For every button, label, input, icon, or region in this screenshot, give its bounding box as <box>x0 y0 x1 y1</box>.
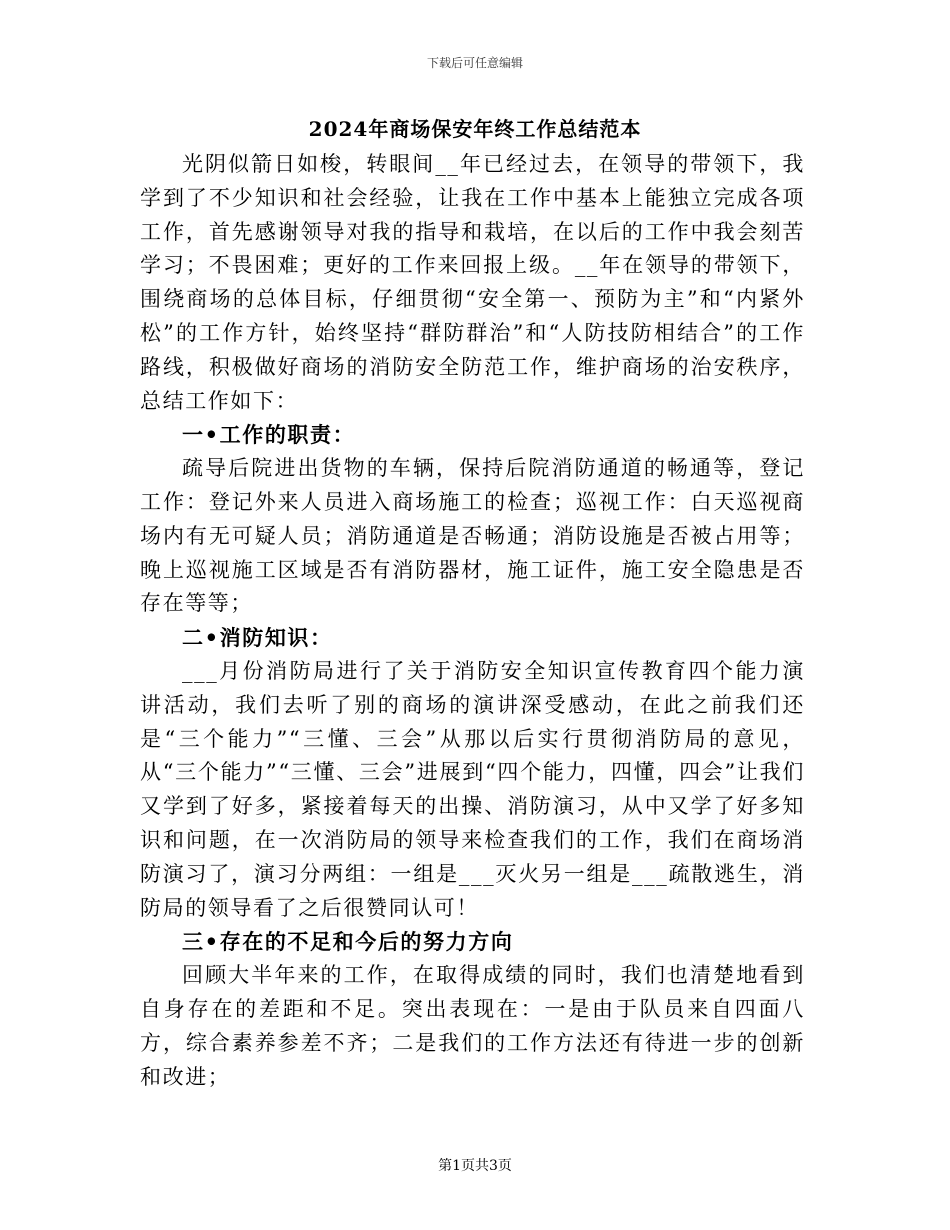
section-text-fire-knowledge: ___月份消防局进行了关于消防安全知识宣传教育四个能力演讲活动，我们去听了别的商场的演讲深受感动，在此之前我们还是“三个能力”“三懂、三会”从那以后实行贯彻消防局的意见，从“三个能力”“三懂、三会”进展到“四个能力，四懂，四会”让我们又学到了好多，紧接着每天的出操、消防演习，从中又学了好多知识和问题，在一次消防局的领导来检查我们的工作，我们在商场消防演习了，演习分两组：一组是___灭火另一组是___疏散逃生，消防局的领导看了之后很赞同认可！ <box>140 658 805 920</box>
section-heading-fire-knowledge: 二•消防知识： <box>182 625 333 651</box>
intro-paragraph: 光阴似箭日如梭，转眼间__年已经过去，在领导的带领下，我学到了不少知识和社会经验，让我在工作中基本上能独立完成各项工作，首先感谢领导对我的指导和栽培，在以后的工作中我会刻苦学习；不畏困难；更好的工作来回报上级。__年在领导的带领下，围绕商场的总体目标，仔细贯彻“安全第一、预防为主”和“内紧外松”的工作方针，始终坚持“群防群治”和“人防技防相结合”的工作路线，积极做好商场的消防安全防范工作，维护商场的治安秩序，总结工作如下： <box>140 152 805 413</box>
section-heading-shortcomings: 三•存在的不足和今后的努力方向 <box>182 929 514 955</box>
section-heading-duties: 一•工作的职责： <box>182 422 356 448</box>
header-note: 下载后可任意编辑 <box>426 56 523 70</box>
document-body <box>140 148 805 1094</box>
section-text-duties: 疏导后院进出货物的车辆，保持后院消防通道的畅通等，登记工作：登记外来人员进入商场施工的检查；巡视工作：白天巡视商场内有无可疑人员；消防通道是否畅通；消防设施是否被占用等；晚上巡视施工区域是否有消防器材，施工证件，施工安全隐患是否存在等等； <box>140 456 805 616</box>
section-text-shortcomings: 回顾大半年来的工作，在取得成绩的同时，我们也清楚地看到自身存在的差距和不足。突出表现在：一是由于队员来自四面八方，综合素养参差不齐；二是我们的工作方法还有待进一步的创新和改进； <box>140 963 805 1089</box>
page-number-footer: 第1页共3页 <box>438 1158 512 1174</box>
page-title: 2024年商场保安年终工作总结范本 <box>308 117 642 141</box>
